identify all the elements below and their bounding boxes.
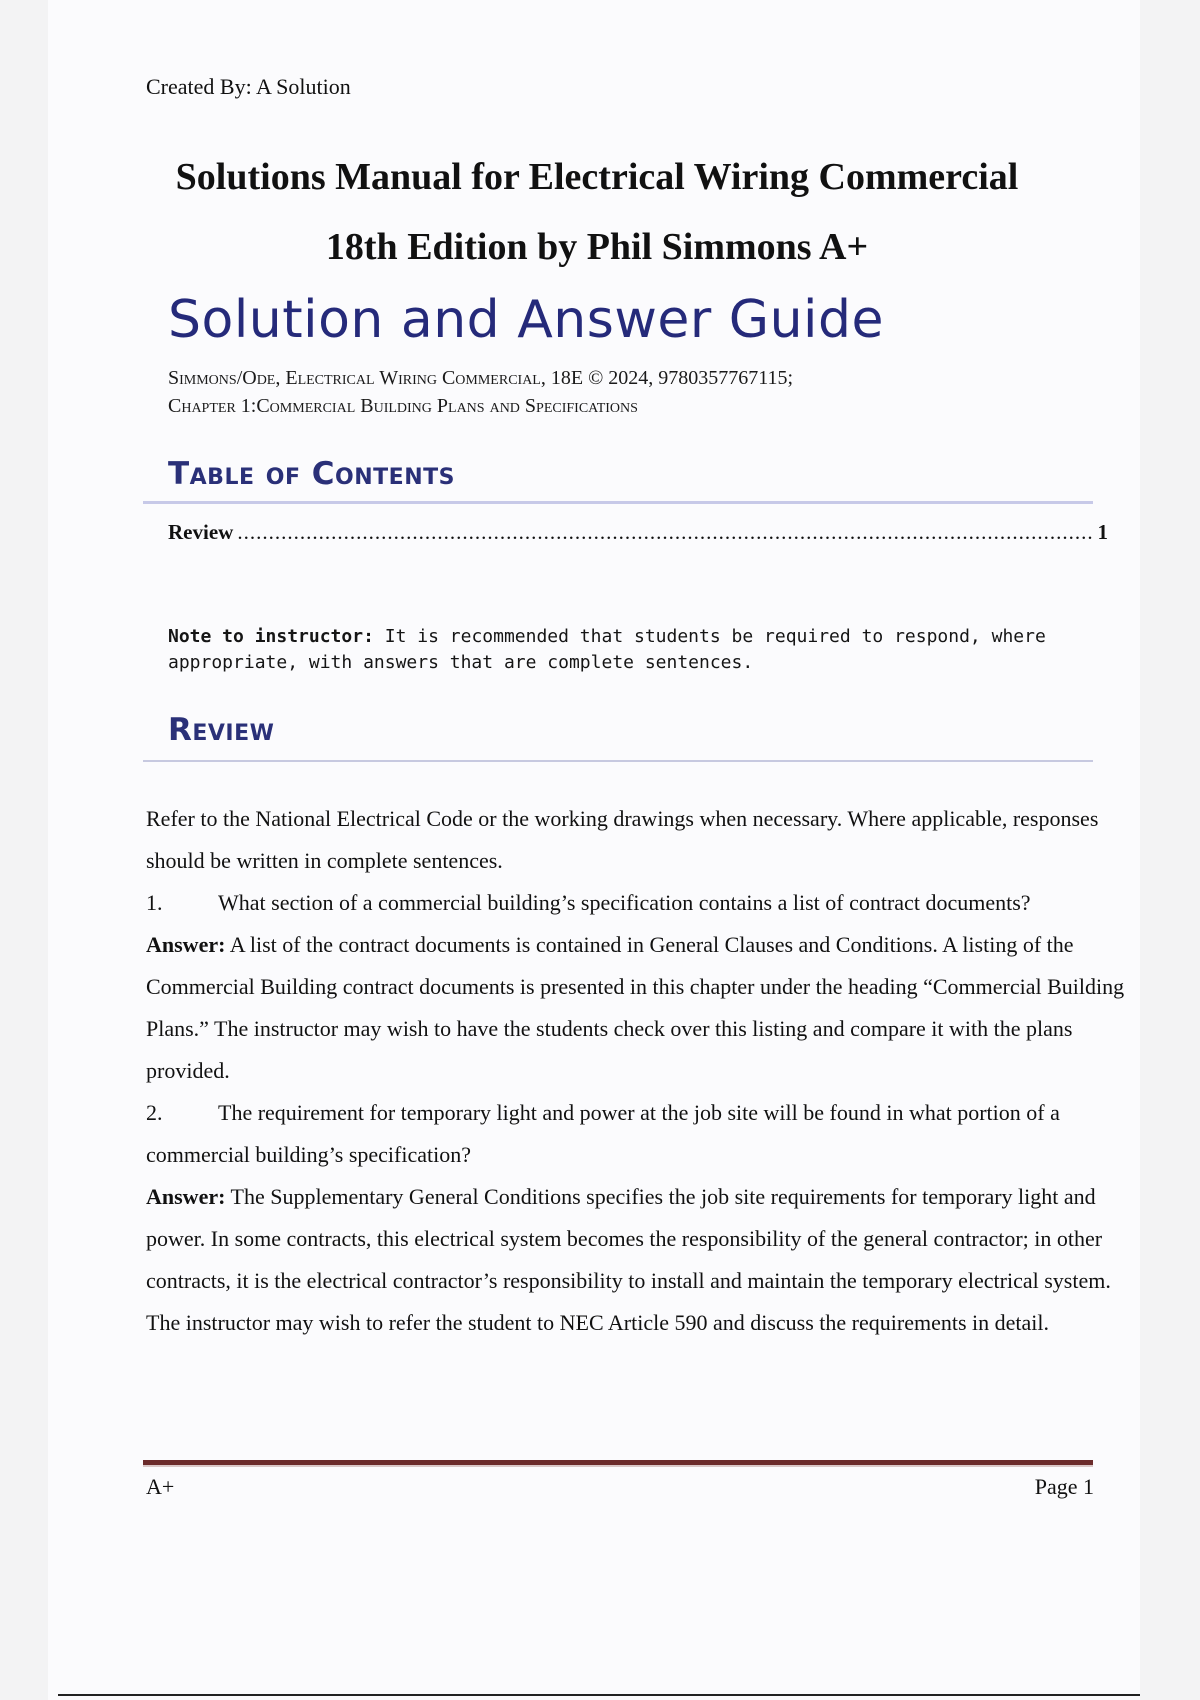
- title-line-1: Solutions Manual for Electrical Wiring Commercial: [175, 156, 1019, 198]
- question-text: What section of a commercial building’s specification contains a list of contract documents?: [218, 890, 1031, 915]
- guide-title: Solution and Answer Guide: [168, 290, 884, 350]
- toc-leader-dots: [237, 520, 1093, 545]
- document-title: [128, 142, 1066, 282]
- document-page: [48, 0, 1140, 1700]
- answer-text: The Supplementary General Conditions specifies the job site requirements for temporary light and power. In some contracts, this electrical system becomes the responsibility of the general contractor; in other contracts, it is the electrical contractor’s responsibility to install and maintain the temporary electrical system. The instructor may wish to refer the student to NEC Article 590 and discuss the requirements in detail.: [146, 1184, 1111, 1335]
- answer-label: Answer:: [146, 1184, 226, 1209]
- answer-text: A list of the contract documents is contained in General Clauses and Conditions. A listing of the Commercial Building contract documents is presented in this chapter under the heading “Commercial Building Plans.” The instructor may wish to have the students check over this listing and compare it with the plans provided.: [146, 932, 1125, 1083]
- question-number: 2.: [146, 1100, 163, 1125]
- toc-entry-page: 1: [1097, 520, 1108, 544]
- book-reference: [168, 364, 1048, 420]
- page-number: Page 1: [1034, 1474, 1094, 1499]
- review-divider: [143, 760, 1093, 762]
- question-1: [146, 882, 1136, 924]
- toc-heading: Table of Contents: [168, 456, 455, 492]
- question-number: 1.: [146, 890, 163, 915]
- footer-divider: [143, 1460, 1093, 1465]
- question-text: The requirement for temporary light and power at the job site will be found in what portion of a commercial building’s specification?: [146, 1100, 1060, 1167]
- review-intro: Refer to the National Electrical Code or the working drawings when necessary. Where applicable, responses should be written in complete sentences.: [146, 806, 1099, 873]
- question-2: [146, 1092, 1136, 1176]
- toc-divider: [143, 501, 1093, 504]
- page-bottom-border: [58, 1694, 1140, 1696]
- review-body: [146, 798, 1136, 1344]
- answer-label: Answer:: [146, 932, 226, 957]
- toc-entry-review[interactable]: [168, 520, 1108, 545]
- footer-grade: A+: [146, 1474, 175, 1499]
- instructor-note: [168, 624, 1068, 676]
- review-heading: Review: [168, 712, 275, 748]
- note-text: It is recommended that students be required to respond, where appropriate, with answers that are complete sentences.: [168, 626, 1046, 673]
- note-label: Note to instructor:: [168, 626, 374, 647]
- created-by-header: Created By: A Solution: [146, 74, 351, 99]
- answer-1: [146, 924, 1136, 1092]
- title-line-2: 18th Edition by Phil Simmons A+: [325, 226, 869, 268]
- answer-2: [146, 1176, 1136, 1344]
- book-reference-line-2: Chapter 1:Commercial Building Plans and Specifications: [168, 395, 638, 417]
- toc-entry-label: Review: [168, 520, 234, 544]
- book-reference-line-1: Simmons/Ode, Electrical Wiring Commercial, 18E © 2024, 9780357767115;: [168, 367, 794, 389]
